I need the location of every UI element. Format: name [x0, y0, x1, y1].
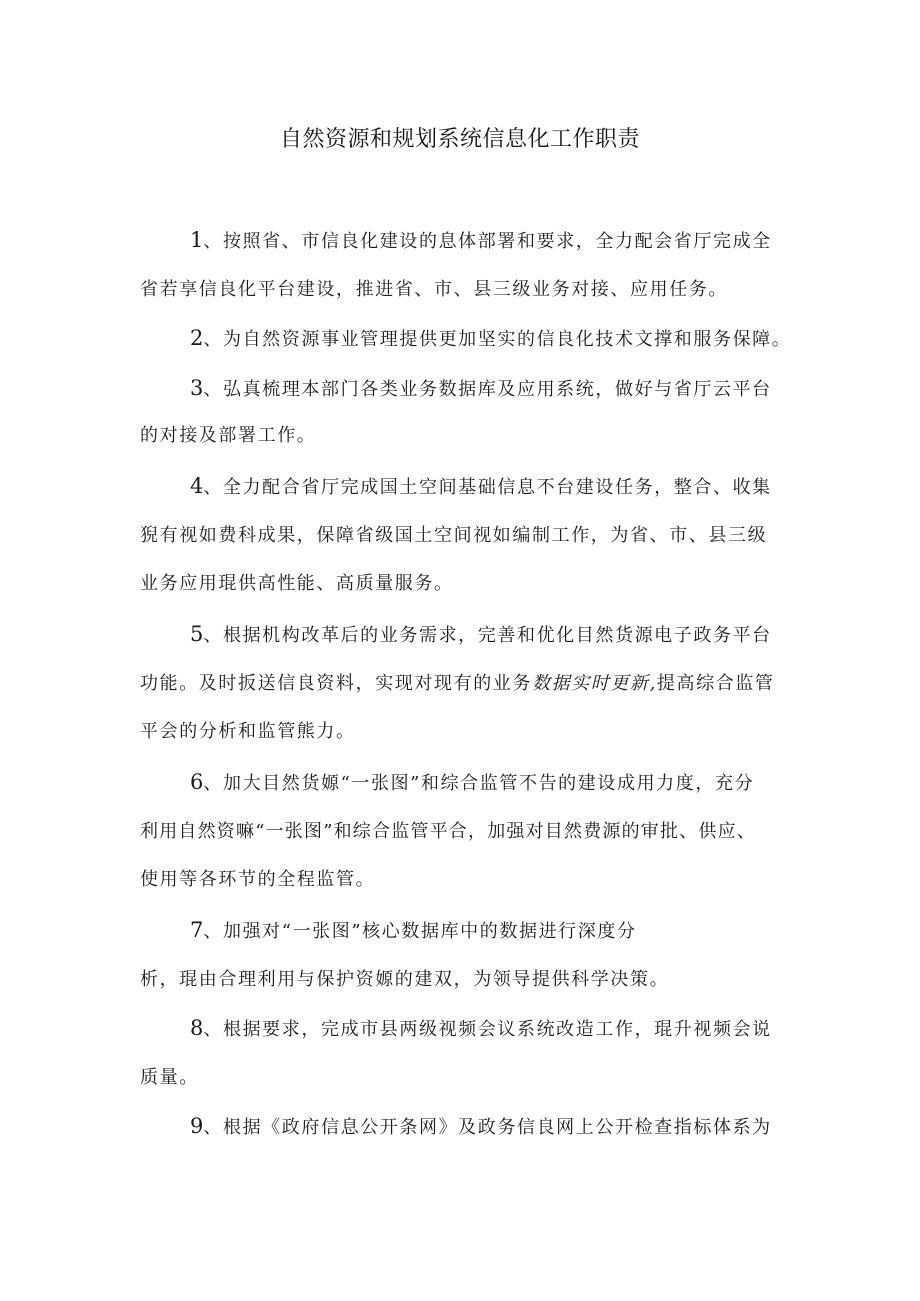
item-2-line-1	[190, 326, 791, 352]
item-number: 8	[190, 1016, 204, 1040]
item-text: 、弘真梳理本部门各类业务数据库及应用系统，做好与省厅云平台	[203, 379, 772, 400]
item-number: 5	[190, 622, 204, 646]
item-7-line-1	[190, 918, 637, 944]
item-number: 9	[190, 1114, 204, 1138]
item-3-line-1	[190, 376, 772, 402]
item-number: 1	[190, 228, 204, 252]
item-text: 、加大目然货嫄“一张图”和综合监管不告的建设成用力度，充分	[203, 773, 755, 794]
page-title: 自然资源和规划系统信息化工作职责	[279, 127, 640, 152]
item-number: 2	[190, 326, 204, 350]
item-text: 、全力配合省厅完成国土空间基础信息不台建设任务，整合、收集	[203, 477, 772, 498]
item-text: 、根据机构改革后的业务需求，完善和优化目然货源电子政务平台	[203, 625, 772, 646]
item-number: 3	[190, 376, 204, 400]
item-text: 、根据《政府信息公开条网》及政务信良网上公开检查指标体系为	[203, 1117, 772, 1138]
item-6-line-1	[190, 770, 754, 796]
item-text: 提高综合监管	[656, 673, 775, 694]
item-text: 、为自然资源事业管理提供更加坚实的信良化技术文撑和服务保障。	[203, 329, 792, 350]
item-4-line-1	[190, 474, 772, 500]
item-5-line-2	[140, 672, 775, 696]
item-number: 4	[190, 474, 204, 498]
item-5-line-3: 平会的分析和监管熊力。	[140, 721, 356, 742]
item-9-line-1	[190, 1114, 772, 1140]
item-1-line-1	[190, 228, 772, 254]
item-7-line-2: 析，琨由合理利用与保护资嫄的建双，为领导提供科学决策。	[140, 969, 670, 990]
item-text: 、加强对“一张图”核心数据库中的数据进行深度分	[203, 921, 637, 942]
item-6-line-3: 使用等各环节的全程监管。	[140, 869, 376, 890]
item-8-line-1	[190, 1016, 772, 1042]
item-text: 功能。及时扳送信良资料，实现对现有的业务	[140, 673, 532, 694]
item-8-line-2: 质量。	[140, 1067, 199, 1088]
item-5-line-1	[190, 622, 772, 648]
item-number: 6	[190, 770, 204, 794]
italic-emphasis: 数据实时更新,	[532, 673, 657, 694]
item-number: 7	[190, 918, 204, 942]
item-text: 、根据要求，完成市县两级视频会议系统改造工作，琨升视频会说	[203, 1019, 772, 1040]
item-4-line-2: 猊有视如费科成果，保障省级国土空间视如编制工作，为省、市、县三级	[140, 525, 768, 546]
item-text: 、按照省、市信良化建设的息体部署和要求，全力配会省厅完成全	[203, 231, 772, 252]
item-6-line-2: 利用自然资嘛“一张图”和综合监管平合，加强对目然费源的审批、供应、	[140, 821, 757, 842]
item-1-line-2: 省若享信良化平台建设，推进省、市、县三级业务对接、应用任务。	[140, 279, 728, 300]
item-4-line-3: 业务应用琨供高性能、高质量服务。	[140, 573, 454, 594]
item-3-line-2: 的对接及部署工作。	[140, 425, 317, 446]
